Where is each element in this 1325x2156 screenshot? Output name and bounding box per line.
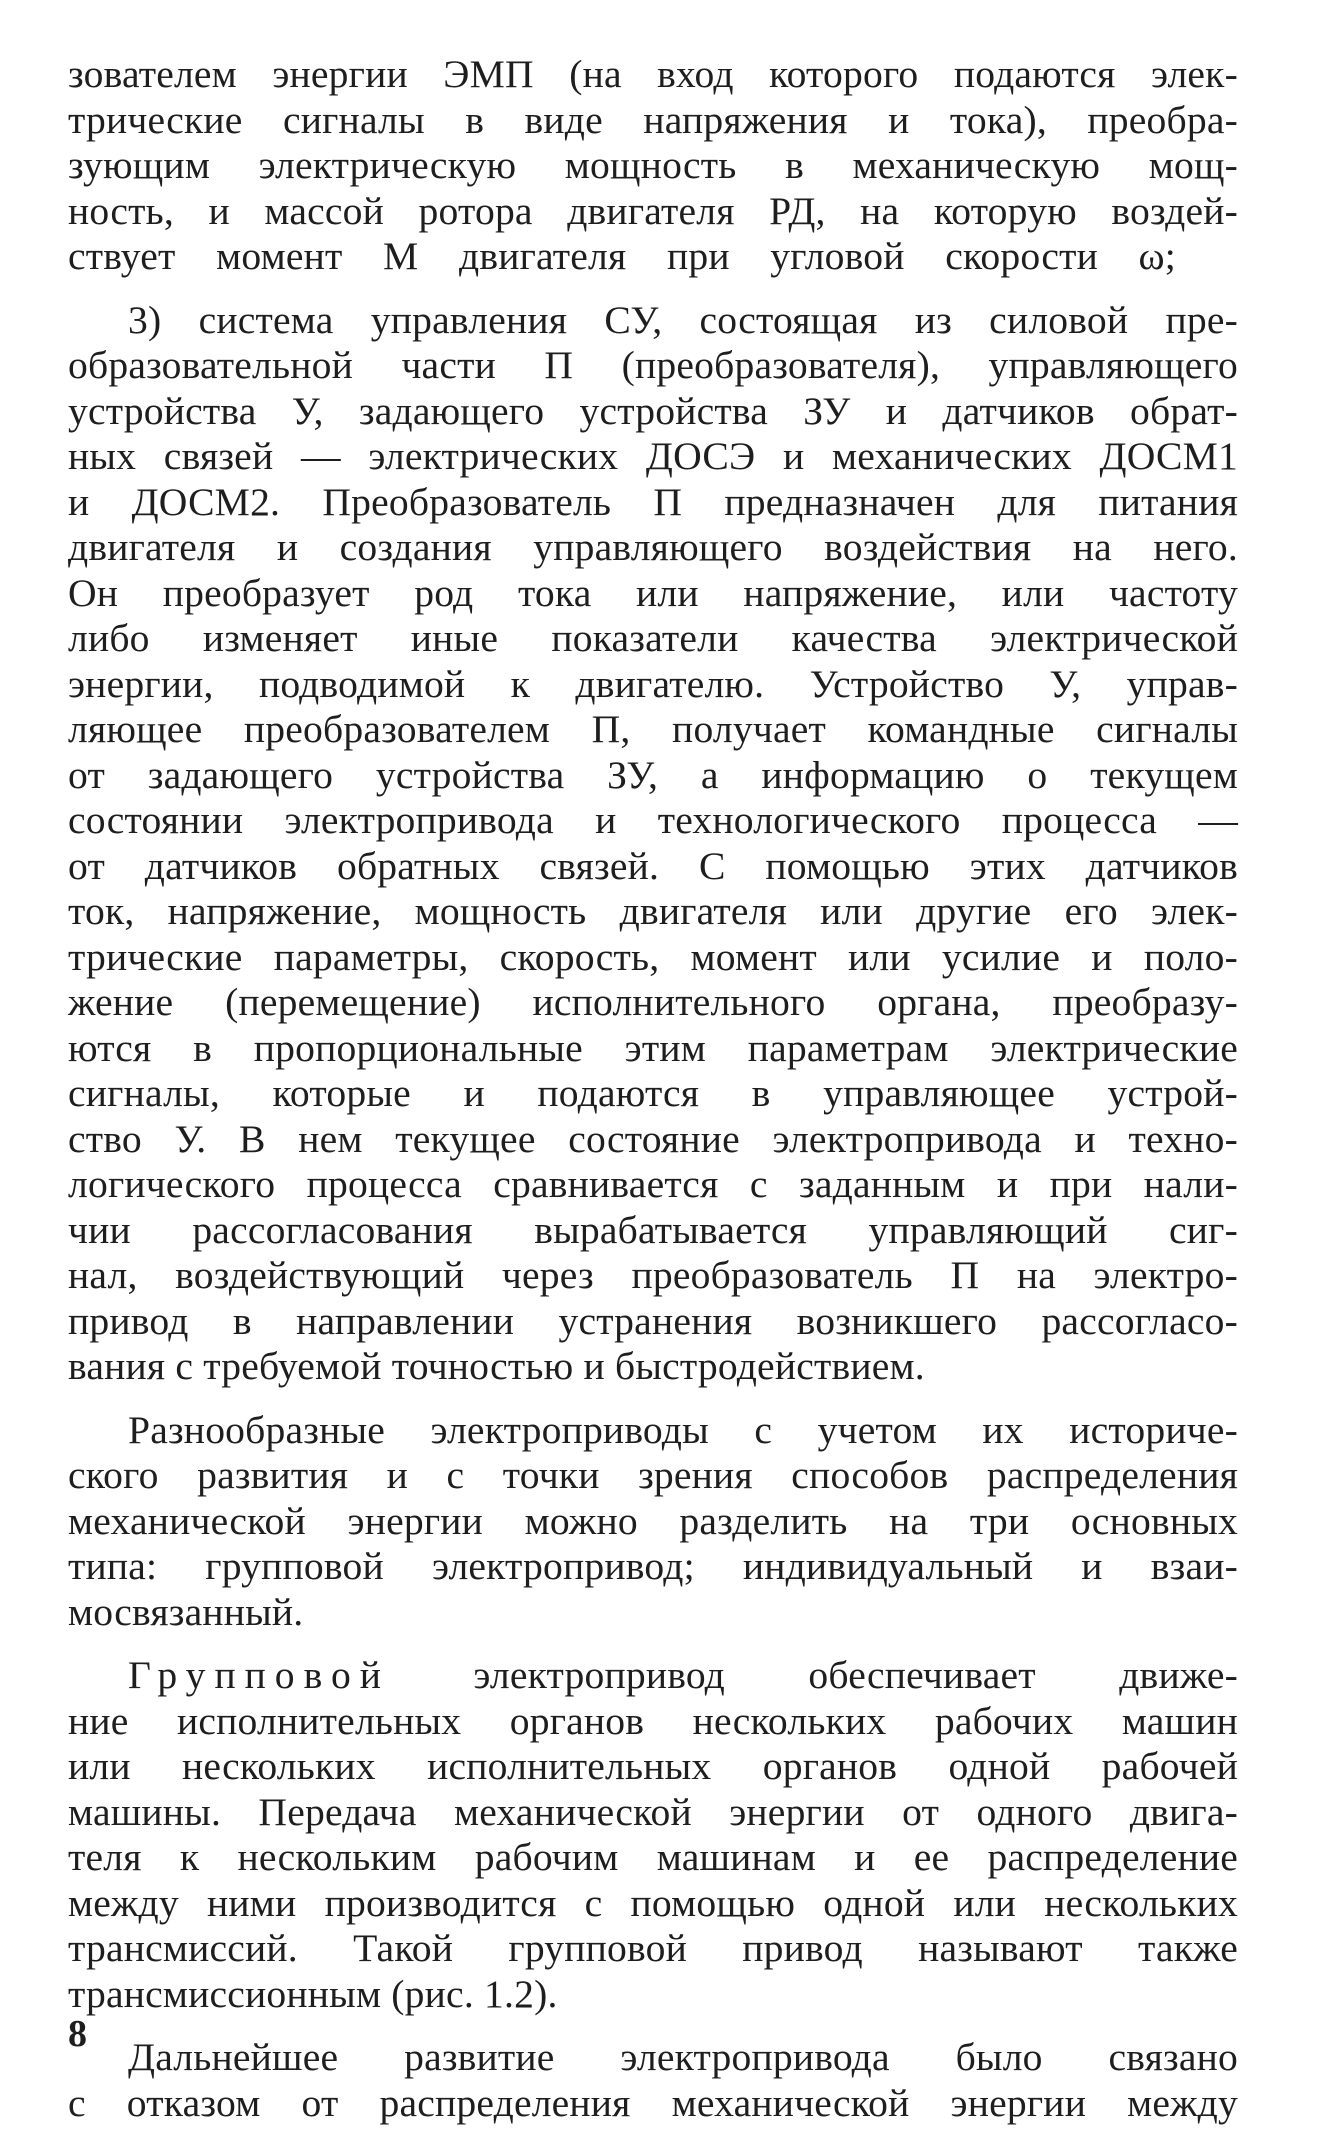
spaced-term: Групповой bbox=[128, 1653, 390, 1697]
page-body bbox=[68, 52, 1238, 2126]
text-line: мосвязанный. bbox=[68, 1589, 304, 1634]
text-line: или нескольких исполнительных органов одной рабочей bbox=[68, 1744, 1238, 1788]
paragraph-2 bbox=[68, 298, 1238, 1390]
text-line: нал, воздействующий через преобразователь П на электро- bbox=[68, 1253, 1238, 1297]
paragraph-3 bbox=[68, 1408, 1238, 1636]
text-line: сигналы, которые и подаются в управляющее устрой- bbox=[68, 1071, 1238, 1115]
text-line: энергии, подводимой к двигателю. Устройство У, управ- bbox=[68, 661, 1238, 706]
text-line: ных связей — электрических ДОСЭ и механических ДОСМ1 bbox=[68, 434, 1238, 478]
text-line: состоянии электропривода и технологического процесса — bbox=[68, 798, 1238, 842]
text-line: ются в пропорциональные этим параметрам электрические bbox=[68, 1025, 1238, 1070]
text-line: логического процесса сравнивается с заданным и при нали- bbox=[68, 1162, 1238, 1206]
text-line: от задающего устройства ЗУ, а информацию о текущем bbox=[68, 752, 1238, 797]
text-line: ность, и массой ротора двигателя РД, на которую воздей- bbox=[68, 188, 1238, 233]
text-line: чии рассогласования вырабатывается управляющий сиг- bbox=[68, 1207, 1238, 1252]
text-line: Дальнейшее развитие электропривода было связано bbox=[128, 2035, 1238, 2079]
text-line: ского развития и с точки зрения способов распределения bbox=[68, 1453, 1238, 1497]
text-line: Он преобразует род тока или напряжение, или частоту bbox=[68, 570, 1238, 615]
text-line: трические параметры, скорость, момент или усилие и поло- bbox=[68, 934, 1238, 979]
text-line-rest: электропривод обеспечивает движе- bbox=[389, 1653, 1238, 1697]
text-line: жение (перемещение) исполнительного органа, преобразу- bbox=[68, 980, 1238, 1024]
text-line: между ними производится с помощью одной или нескольких bbox=[68, 1880, 1238, 1925]
text-line: Разнообразные электроприводы с учетом их историче- bbox=[128, 1407, 1238, 1452]
text-line: трансмиссий. Такой групповой привод называют также bbox=[68, 1926, 1238, 1970]
paragraph-1 bbox=[68, 52, 1238, 280]
text-line: двигателя и создания управляющего воздействия на него. bbox=[68, 525, 1238, 569]
text-line: типа: групповой электропривод; индивидуальный и взаи- bbox=[68, 1544, 1238, 1588]
text-line: устройства У, задающего устройства ЗУ и датчиков обрат- bbox=[68, 388, 1238, 433]
text-line: трические сигналы в виде напряжения и тока), преобра- bbox=[68, 97, 1238, 142]
text-line: зователем энергии ЭМП (на вход которого подаются элек- bbox=[68, 52, 1238, 96]
text-line: либо изменяет иные показатели качества электрической bbox=[68, 616, 1238, 660]
text-line: ство У. В нем текущее состояние электропривода и техно- bbox=[68, 1116, 1238, 1161]
text-line: от датчиков обратных связей. С помощью этих датчиков bbox=[68, 843, 1238, 888]
text-line: с отказом от распределения механической энергии между bbox=[68, 2080, 1238, 2125]
text-line: и ДОСМ2. Преобразователь П предназначен для питания bbox=[68, 479, 1238, 524]
text-line: механической энергии можно разделить на три основных bbox=[68, 1498, 1238, 1543]
text-line: привод в направлении устранения возникшего рассогласо- bbox=[68, 1298, 1238, 1343]
text-line bbox=[68, 1653, 1238, 1699]
text-line: вания с требуемой точностью и быстродействием. bbox=[68, 1344, 925, 1388]
text-line: зующим электрическую мощность в механическую мощ- bbox=[68, 143, 1238, 187]
text-line: ток, напряжение, мощность двигателя или другие его элек- bbox=[68, 889, 1238, 933]
paragraph-5 bbox=[68, 2035, 1238, 2126]
text-line: ствует момент М двигателя при угловой скорости ω; bbox=[68, 234, 1176, 278]
paragraph-4 bbox=[68, 1653, 1238, 2017]
text-line: машины. Передача механической энергии от одного двига- bbox=[68, 1789, 1238, 1834]
text-line: теля к нескольким рабочим машинам и ее распределение bbox=[68, 1835, 1238, 1879]
text-line: образовательной части П (преобразователя), управляющего bbox=[68, 343, 1238, 387]
page-number: 8 bbox=[68, 2013, 87, 2055]
text-line: ляющее преобразователем П, получает командные сигналы bbox=[68, 707, 1238, 751]
text-line: 3) система управления СУ, состоящая из силовой пре- bbox=[128, 297, 1238, 342]
text-line: трансмиссионным (рис. 1.2). bbox=[68, 1971, 558, 2016]
text-line: ние исполнительных органов нескольких рабочих машин bbox=[68, 1698, 1238, 1743]
